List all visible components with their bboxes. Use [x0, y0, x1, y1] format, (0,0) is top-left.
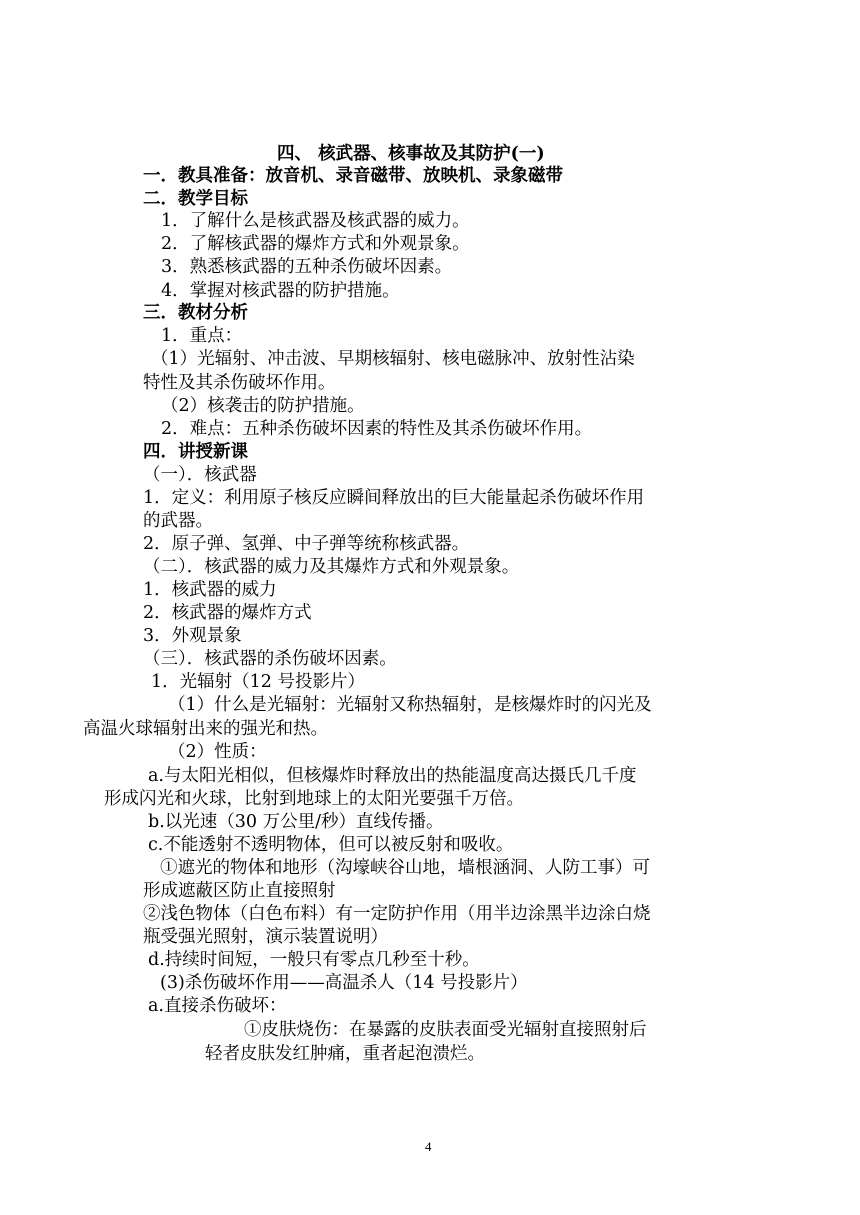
text-line: 2．核武器的爆炸方式: [143, 603, 312, 623]
section-heading: 二．教学目标: [143, 189, 248, 209]
text-line: 形成闪光和火球，比射到地球上的太阳光要强千万倍。: [104, 789, 524, 809]
text-line: （1）什么是光辐射：光辐射又称热辐射，是核爆炸时的闪光及: [168, 695, 652, 715]
section-heading: 一．教具准备：放音机、录音磁带、放映机、录象磁带: [143, 166, 563, 186]
text-line: 轻者皮肤发红肿痛，重者起泡溃烂。: [205, 1044, 485, 1064]
text-line: 4．掌握对核武器的防护措施。: [161, 281, 400, 301]
text-line: （2）核袭击的防护措施。: [161, 396, 365, 416]
text-line: 1．核武器的威力: [143, 580, 277, 600]
text-line: d.持续时间短，一般只有零点几秒至十秒。: [148, 950, 480, 970]
text-line: c.不能透射不透明物体，但可以被反射和吸收。: [148, 835, 514, 855]
text-line: a.直接杀伤破坏：: [148, 996, 287, 1016]
text-line: 1．重点：: [161, 326, 243, 346]
text-line: b.以光速（30 万公里/秒）直线传播。: [148, 812, 444, 832]
text-line: 2．原子弹、氢弹、中子弹等统称核武器。: [143, 534, 470, 554]
text-line: 特性及其杀伤破坏作用。: [143, 373, 336, 393]
text-line: 瓶受强光照射，演示装置说明）: [143, 927, 388, 947]
text-line: a.与太阳光相似，但核爆炸时释放出的热能温度高达摄氏几千度: [148, 766, 637, 786]
text-line: 1．了解什么是核武器及核武器的威力。: [161, 211, 470, 231]
text-line: ①遮光的物体和地形（沟壕峡谷山地，墙根涵洞、人防工事）可: [160, 858, 650, 878]
text-line: 3．熟悉核武器的五种杀伤破坏因素。: [161, 257, 453, 277]
text-line: 2．难点：五种杀伤破坏因素的特性及其杀伤破坏作用。: [161, 419, 593, 439]
text-line: ②浅色物体（白色布料）有一定防护作用（用半边涂黑半边涂白烧: [143, 904, 651, 924]
text-line: 2．了解核武器的爆炸方式和外观景象。: [161, 234, 470, 254]
text-line: 3．外观景象: [143, 626, 242, 646]
text-line: 形成遮蔽区防止直接照射: [143, 881, 336, 901]
text-line: ①皮肤烧伤：在暴露的皮肤表面受光辐射直接照射后: [244, 1020, 647, 1040]
text-line: 1．光辐射（12 号投影片）: [151, 672, 365, 692]
text-line: 1．定义：利用原子核反应瞬间释放出的巨大能量起杀伤破坏作用: [143, 488, 645, 508]
section-heading: 三．教材分析: [143, 303, 248, 323]
text-line: （2）性质：: [168, 742, 267, 762]
text-line: 的武器。: [143, 511, 213, 531]
text-line: (3)杀伤破坏作用——高温杀人（14 号投影片）: [160, 973, 528, 993]
text-line: 高温火球辐射出来的强光和热。: [83, 719, 328, 739]
text-line: （1）光辐射、冲击波、早期核辐射、核电磁脉冲、放射性沾染: [151, 349, 635, 369]
text-line: （二）．核武器的威力及其爆炸方式和外观景象。: [143, 557, 520, 577]
document-title: 四、 核武器、核事故及其防护(一): [277, 144, 545, 164]
page-number: 4: [425, 1139, 432, 1154]
section-heading: 四．讲授新课: [143, 442, 248, 462]
text-line: （一）．核武器: [143, 465, 257, 485]
text-line: （三）．核武器的杀伤破坏因素。: [143, 649, 397, 669]
